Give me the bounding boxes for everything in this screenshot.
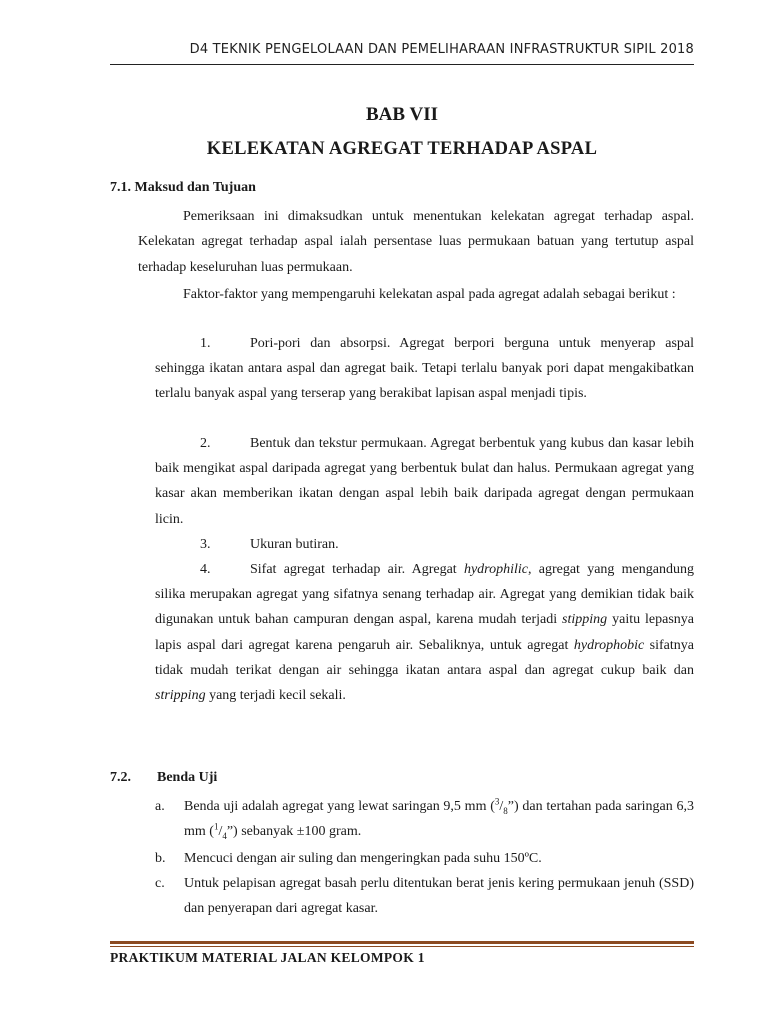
list-item-2	[155, 431, 694, 532]
list-item-3	[155, 532, 694, 557]
paragraph-factors-text: Faktor-faktor yang mempengaruhi kelekatan aspal pada agregat adalah sebagai berikut :	[183, 287, 676, 302]
list-item-text-part: yaitu lepasnya lapis aspal dari agregat karena pengaruh air. Sebaliknya, untuk agregat	[155, 612, 694, 653]
list-number: 1.	[200, 336, 211, 351]
fraction-numerator: 3	[494, 796, 500, 807]
list-marker: c.	[155, 876, 165, 891]
list-number: 4.	[200, 562, 211, 577]
list-item-1	[155, 331, 694, 407]
running-header: D4 TEKNIK PENGELOLAAN DAN PEMELIHARAAN INFRASTRUKTUR SIPIL 2018	[189, 42, 694, 57]
list-item-4	[155, 557, 694, 708]
list-marker: a.	[155, 799, 165, 814]
footer-rule-thin	[110, 946, 694, 947]
chapter-number: BAB VII	[366, 104, 438, 125]
list-item-text-part: yang terjadi kecil sekali.	[205, 688, 346, 704]
fraction-denominator: 8	[503, 805, 508, 816]
list-item-text	[184, 794, 694, 844]
paragraph-factors	[138, 282, 694, 307]
list-item-text: Untuk pelapisan agregat basah perlu ditentukan berat jenis kering permukaan jenuh (SSD) dan penyerapan dari agregat kasar.	[184, 876, 694, 917]
footer-text: PRAKTIKUM MATERIAL JALAN KELOMPOK 1	[110, 950, 425, 965]
chapter-title: KELEKATAN AGREGAT TERHADAP ASPAL	[206, 139, 598, 159]
text-part: ”) dan tertahan pada saringan 6,3 mm (	[184, 799, 695, 840]
section-number-7-2: 7.2.	[110, 770, 131, 785]
list-item-text-part: , agregat yang mengandung silika merupakan agregat yang sifatnya senang terhadap air. Agregat yang demikian tidak baik digunakan untuk bahan campuran dengan aspal, karena mudah terjadi	[155, 562, 694, 628]
paragraph-intro	[138, 204, 694, 280]
fraction-denominator: 4	[222, 831, 227, 841]
list-item-text-part: Sifat agregat terhadap air. Agregat	[250, 562, 464, 577]
list-number: 2.	[200, 436, 211, 451]
list-number: 3.	[200, 537, 211, 552]
term-italic: hydrophilic	[463, 562, 528, 577]
paragraph-intro-text: Pemeriksaan ini dimaksudkan untuk menentukan kelekatan agregat terhadap aspal. Kelekatan agregat terhadap aspal ialah persentase luas permukaan batuan yang tertutup aspal terhadap keseluruhan luas permukaan.	[138, 209, 694, 275]
term-italic: hydrophobic	[573, 637, 645, 653]
list-item-text: Ukuran butiran.	[250, 537, 339, 552]
benda-uji-item-b	[155, 846, 694, 871]
benda-uji-item-a	[155, 794, 694, 844]
fraction-slash: /	[218, 824, 223, 840]
section-heading-7-2: Benda Uji	[157, 770, 218, 785]
text-part: ”) sebanyak ±100 gram.	[226, 824, 362, 840]
header-rule	[110, 64, 694, 65]
term-italic: stripping	[155, 688, 206, 704]
section-heading-7-1: 7.1. Maksud dan Tujuan	[110, 180, 256, 195]
text-part: Benda uji adalah agregat yang lewat saringan 9,5 mm (	[184, 799, 495, 814]
fraction-numerator: 1	[213, 821, 219, 832]
list-item-text: Mencuci dengan air suling dan mengeringkan pada suhu 150ºC.	[184, 851, 542, 866]
benda-uji-item-c	[155, 871, 694, 921]
footer-rule-thick	[110, 941, 694, 944]
term-italic: stipping	[562, 612, 608, 628]
list-item-text: Pori-pori dan absorpsi. Agregat berpori berguna untuk menyerap aspal sehingga ikatan antara aspal dan agregat baik. Tetapi terlalu banyak pori dapat mengakibatkan terlalu banyak aspal yang terserap yang berakibat lapisan aspal menjadi tipis.	[155, 336, 694, 402]
list-item-text-part: sifatnya tidak mudah terikat dengan air sehingga ikatan antara aspal dan agregat cukup baik dan	[155, 637, 694, 678]
fraction-slash: /	[499, 799, 504, 814]
list-item-text: Bentuk dan tekstur permukaan. Agregat berbentuk yang kubus dan kasar lebih baik mengikat aspal daripada agregat yang berbentuk bulat dan halus. Permukaan agregat yang kasar akan memberikan ikatan dengan aspal lebih baik daripada agregat dengan permukaan licin.	[155, 436, 694, 527]
list-marker: b.	[155, 851, 166, 866]
